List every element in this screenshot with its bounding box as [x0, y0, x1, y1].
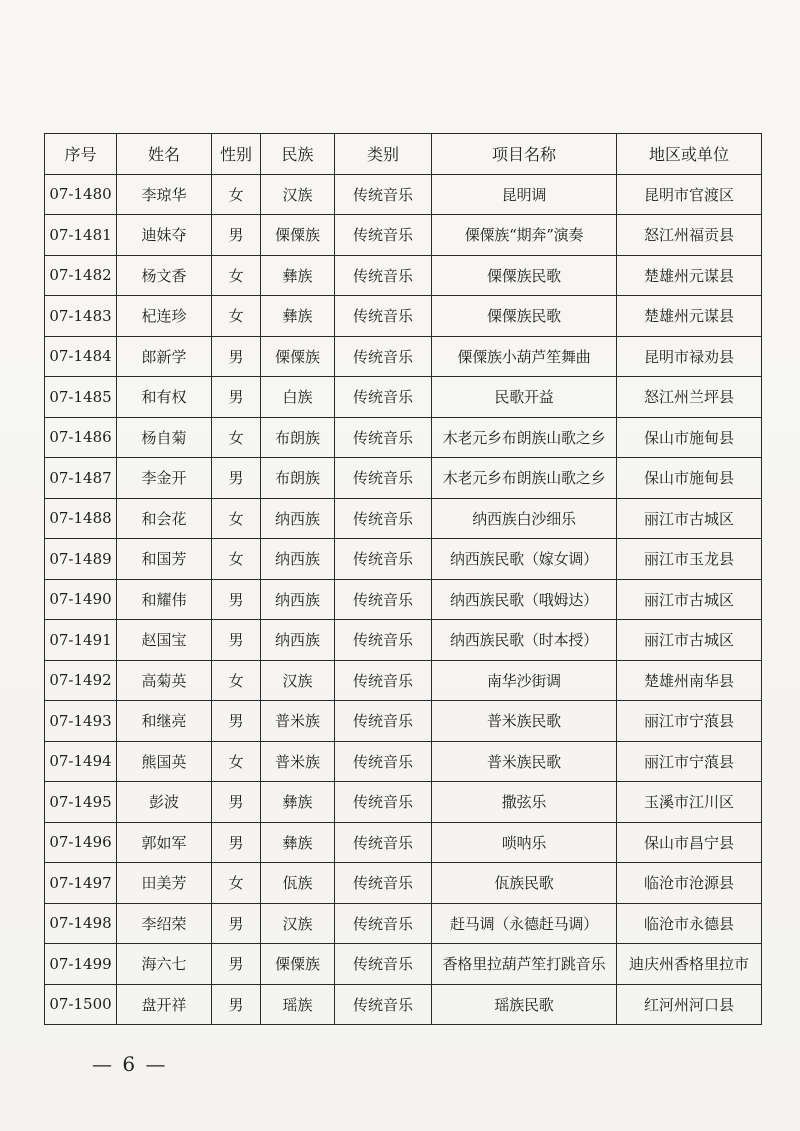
region-cell: 昆明市官渡区 [617, 174, 762, 215]
ethnicity-cell: 汉族 [261, 660, 335, 701]
project-cell: 赶马调（永德赶马调） [432, 903, 617, 944]
ethnicity-cell: 纳西族 [261, 579, 335, 620]
serial-cell: 07-1484 [45, 336, 117, 377]
category-cell: 传统音乐 [335, 660, 432, 701]
header-cell: 姓名 [117, 134, 212, 175]
project-cell: 木老元乡布朗族山歌之乡 [432, 417, 617, 458]
ethnicity-cell: 布朗族 [261, 417, 335, 458]
ethnicity-cell: 傈僳族 [261, 944, 335, 985]
name-cell: 彭波 [117, 782, 212, 823]
table-row [45, 863, 762, 904]
serial-cell: 07-1483 [45, 296, 117, 337]
region-cell: 丽江市宁蒗县 [617, 741, 762, 782]
serial-cell: 07-1492 [45, 660, 117, 701]
gender-cell: 男 [212, 944, 261, 985]
name-cell: 李绍荣 [117, 903, 212, 944]
gender-cell: 男 [212, 336, 261, 377]
name-cell: 杞连珍 [117, 296, 212, 337]
project-cell: 木老元乡布朗族山歌之乡 [432, 458, 617, 499]
gender-cell: 男 [212, 984, 261, 1025]
project-cell: 民歌开益 [432, 377, 617, 418]
ethnicity-cell: 瑶族 [261, 984, 335, 1025]
gender-cell: 女 [212, 417, 261, 458]
serial-cell: 07-1494 [45, 741, 117, 782]
category-cell: 传统音乐 [335, 296, 432, 337]
name-cell: 田美芳 [117, 863, 212, 904]
region-cell: 丽江市古城区 [617, 498, 762, 539]
gender-cell: 男 [212, 701, 261, 742]
serial-cell: 07-1500 [45, 984, 117, 1025]
ethnicity-cell: 白族 [261, 377, 335, 418]
category-cell: 传统音乐 [335, 822, 432, 863]
category-cell: 传统音乐 [335, 701, 432, 742]
project-cell: 佤族民歌 [432, 863, 617, 904]
region-cell: 迪庆州香格里拉市 [617, 944, 762, 985]
table-row [45, 620, 762, 661]
serial-cell: 07-1487 [45, 458, 117, 499]
project-cell: 傈僳族“期奔”演奏 [432, 215, 617, 256]
ethnicity-cell: 汉族 [261, 903, 335, 944]
serial-cell: 07-1488 [45, 498, 117, 539]
gender-cell: 男 [212, 620, 261, 661]
header-cell: 序号 [45, 134, 117, 175]
name-cell: 杨文香 [117, 255, 212, 296]
header-cell: 类别 [335, 134, 432, 175]
region-cell: 怒江州兰坪县 [617, 377, 762, 418]
ethnicity-cell: 普米族 [261, 701, 335, 742]
table-body [45, 174, 762, 1025]
category-cell: 传统音乐 [335, 174, 432, 215]
region-cell: 楚雄州元谋县 [617, 296, 762, 337]
serial-cell: 07-1480 [45, 174, 117, 215]
table-row [45, 741, 762, 782]
serial-cell: 07-1490 [45, 579, 117, 620]
category-cell: 传统音乐 [335, 903, 432, 944]
project-cell: 纳西族白沙细乐 [432, 498, 617, 539]
table-row [45, 458, 762, 499]
serial-cell: 07-1496 [45, 822, 117, 863]
project-cell: 傈僳族民歌 [432, 296, 617, 337]
name-cell: 和继亮 [117, 701, 212, 742]
ethnicity-cell: 彝族 [261, 782, 335, 823]
project-cell: 南华沙街调 [432, 660, 617, 701]
region-cell: 临沧市沧源县 [617, 863, 762, 904]
name-cell: 和会花 [117, 498, 212, 539]
name-cell: 熊国英 [117, 741, 212, 782]
gender-cell: 男 [212, 215, 261, 256]
gender-cell: 男 [212, 903, 261, 944]
project-cell: 纳西族民歌（嫁女调） [432, 539, 617, 580]
category-cell: 传统音乐 [335, 377, 432, 418]
category-cell: 传统音乐 [335, 336, 432, 377]
category-cell: 传统音乐 [335, 741, 432, 782]
ethnicity-cell: 傈僳族 [261, 215, 335, 256]
region-cell: 丽江市古城区 [617, 620, 762, 661]
table-row [45, 336, 762, 377]
ethnicity-cell: 纳西族 [261, 498, 335, 539]
ethnicity-cell: 彝族 [261, 255, 335, 296]
table-row [45, 579, 762, 620]
project-cell: 瑶族民歌 [432, 984, 617, 1025]
gender-cell: 男 [212, 822, 261, 863]
header-cell: 民族 [261, 134, 335, 175]
region-cell: 丽江市玉龙县 [617, 539, 762, 580]
region-cell: 玉溪市江川区 [617, 782, 762, 823]
project-cell: 普米族民歌 [432, 741, 617, 782]
name-cell: 郭如军 [117, 822, 212, 863]
table-row [45, 215, 762, 256]
region-cell: 楚雄州南华县 [617, 660, 762, 701]
name-cell: 和国芳 [117, 539, 212, 580]
page-number: — 6 — [92, 1052, 168, 1076]
name-cell: 迪妹夺 [117, 215, 212, 256]
serial-cell: 07-1493 [45, 701, 117, 742]
table-header-row [45, 134, 762, 175]
table-row [45, 944, 762, 985]
serial-cell: 07-1482 [45, 255, 117, 296]
table-row [45, 701, 762, 742]
category-cell: 传统音乐 [335, 255, 432, 296]
name-cell: 李琼华 [117, 174, 212, 215]
category-cell: 传统音乐 [335, 498, 432, 539]
ethnicity-cell: 傈僳族 [261, 336, 335, 377]
table-row [45, 377, 762, 418]
category-cell: 传统音乐 [335, 782, 432, 823]
serial-cell: 07-1495 [45, 782, 117, 823]
gender-cell: 男 [212, 377, 261, 418]
name-cell: 赵国宝 [117, 620, 212, 661]
project-cell: 香格里拉葫芦笙打跳音乐 [432, 944, 617, 985]
project-cell: 普米族民歌 [432, 701, 617, 742]
gender-cell: 男 [212, 458, 261, 499]
gender-cell: 女 [212, 863, 261, 904]
serial-cell: 07-1498 [45, 903, 117, 944]
name-cell: 郎新学 [117, 336, 212, 377]
name-cell: 和有权 [117, 377, 212, 418]
serial-cell: 07-1491 [45, 620, 117, 661]
region-cell: 临沧市永德县 [617, 903, 762, 944]
project-cell: 傈僳族民歌 [432, 255, 617, 296]
category-cell: 传统音乐 [335, 417, 432, 458]
table-row [45, 822, 762, 863]
category-cell: 传统音乐 [335, 863, 432, 904]
ethnicity-cell: 普米族 [261, 741, 335, 782]
name-cell: 李金开 [117, 458, 212, 499]
gender-cell: 男 [212, 782, 261, 823]
category-cell: 传统音乐 [335, 984, 432, 1025]
region-cell: 保山市昌宁县 [617, 822, 762, 863]
name-cell: 高菊英 [117, 660, 212, 701]
ethnicity-cell: 汉族 [261, 174, 335, 215]
region-cell: 红河州河口县 [617, 984, 762, 1025]
region-cell: 丽江市古城区 [617, 579, 762, 620]
region-cell: 保山市施甸县 [617, 458, 762, 499]
serial-cell: 07-1499 [45, 944, 117, 985]
project-cell: 唢呐乐 [432, 822, 617, 863]
table-row [45, 296, 762, 337]
project-cell: 纳西族民歌（时本授） [432, 620, 617, 661]
project-cell: 撒弦乐 [432, 782, 617, 823]
table-row [45, 539, 762, 580]
header-cell: 性别 [212, 134, 261, 175]
category-cell: 传统音乐 [335, 215, 432, 256]
region-cell: 怒江州福贡县 [617, 215, 762, 256]
table-row [45, 498, 762, 539]
category-cell: 传统音乐 [335, 458, 432, 499]
serial-cell: 07-1485 [45, 377, 117, 418]
inheritor-table [44, 133, 762, 1025]
name-cell: 和耀伟 [117, 579, 212, 620]
category-cell: 传统音乐 [335, 944, 432, 985]
serial-cell: 07-1489 [45, 539, 117, 580]
category-cell: 传统音乐 [335, 620, 432, 661]
ethnicity-cell: 纳西族 [261, 620, 335, 661]
ethnicity-cell: 彝族 [261, 296, 335, 337]
project-cell: 傈僳族小葫芦笙舞曲 [432, 336, 617, 377]
serial-cell: 07-1481 [45, 215, 117, 256]
table-row [45, 782, 762, 823]
project-cell: 纳西族民歌（哦姆达） [432, 579, 617, 620]
gender-cell: 女 [212, 498, 261, 539]
project-cell: 昆明调 [432, 174, 617, 215]
region-cell: 楚雄州元谋县 [617, 255, 762, 296]
ethnicity-cell: 布朗族 [261, 458, 335, 499]
table-row [45, 255, 762, 296]
name-cell: 杨自菊 [117, 417, 212, 458]
gender-cell: 女 [212, 174, 261, 215]
gender-cell: 女 [212, 741, 261, 782]
gender-cell: 男 [212, 579, 261, 620]
table-row [45, 903, 762, 944]
serial-cell: 07-1497 [45, 863, 117, 904]
category-cell: 传统音乐 [335, 579, 432, 620]
category-cell: 传统音乐 [335, 539, 432, 580]
gender-cell: 女 [212, 539, 261, 580]
table-row [45, 417, 762, 458]
table-row [45, 174, 762, 215]
region-cell: 昆明市禄劝县 [617, 336, 762, 377]
table-row [45, 984, 762, 1025]
name-cell: 海六七 [117, 944, 212, 985]
region-cell: 保山市施甸县 [617, 417, 762, 458]
header-cell: 地区或单位 [617, 134, 762, 175]
serial-cell: 07-1486 [45, 417, 117, 458]
ethnicity-cell: 彝族 [261, 822, 335, 863]
header-cell: 项目名称 [432, 134, 617, 175]
name-cell: 盘开祥 [117, 984, 212, 1025]
ethnicity-cell: 佤族 [261, 863, 335, 904]
region-cell: 丽江市宁蒗县 [617, 701, 762, 742]
table-row [45, 660, 762, 701]
gender-cell: 女 [212, 255, 261, 296]
gender-cell: 女 [212, 296, 261, 337]
ethnicity-cell: 纳西族 [261, 539, 335, 580]
gender-cell: 女 [212, 660, 261, 701]
